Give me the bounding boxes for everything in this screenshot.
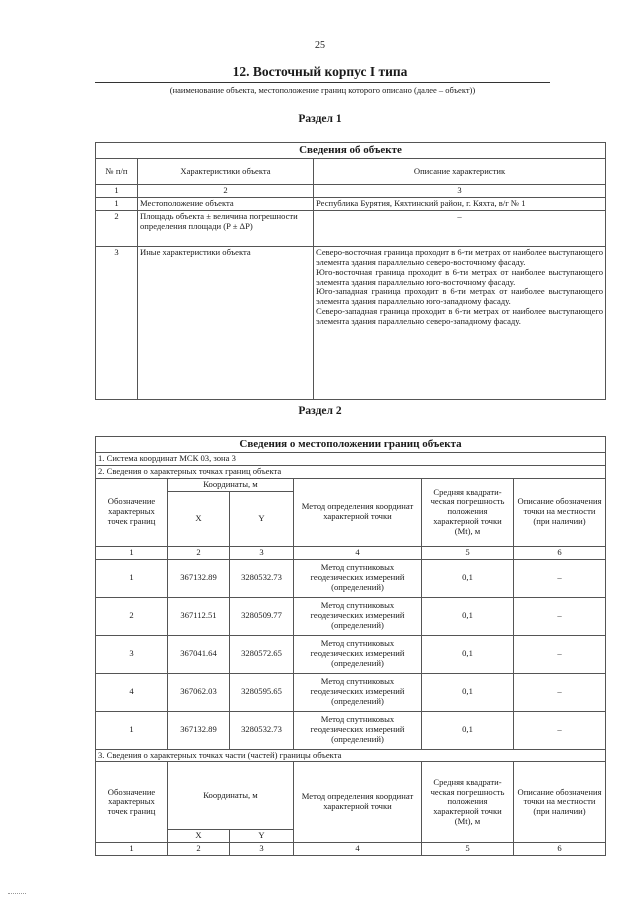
row-num: 1 bbox=[96, 197, 138, 210]
method: Метод спутниковых геодезических измерений (определений) bbox=[294, 711, 422, 749]
object-info-title: Сведения об объекте bbox=[96, 143, 606, 159]
row-desc-list bbox=[314, 246, 606, 399]
coord-y: 3280532.73 bbox=[230, 559, 294, 597]
coord-y: 3280509.77 bbox=[230, 597, 294, 635]
document-subtitle: (наименование объекта, местоположение границ которого описано (далее – объект)) bbox=[169, 85, 476, 95]
col-index: 5 bbox=[422, 843, 514, 856]
boundary-description: Юго-восточная граница проходит в 6-ти метрах от наиболее выступающего элемента здания параллельно юго-восточному фасаду. bbox=[316, 266, 604, 287]
method: Метод спутниковых геодезических измерений (определений) bbox=[294, 635, 422, 673]
parts-col-desc-header: Описание обозначения точки на местности (при наличии) bbox=[514, 762, 606, 843]
col-index: 4 bbox=[294, 546, 422, 559]
parts-col-method-header: Метод определения координат характерной точки bbox=[294, 762, 422, 843]
col-y-header: Y bbox=[230, 491, 294, 546]
error: 0,1 bbox=[422, 635, 514, 673]
scan-mark bbox=[8, 893, 26, 894]
col-method-header: Метод определения координат характерной точки bbox=[294, 478, 422, 546]
parts-col-point-header: Обозначение характерных точек границ bbox=[96, 762, 168, 843]
boundary-table-title: Сведения о местоположении границ объекта bbox=[96, 437, 606, 453]
point-desc: – bbox=[514, 559, 606, 597]
row-char: Площадь объекта ± величина погрешности определения площади (P ± ΔP) bbox=[138, 210, 314, 246]
table-row bbox=[96, 597, 606, 635]
col-coords-header: Координаты, м bbox=[168, 478, 294, 491]
title-underline bbox=[95, 82, 550, 83]
error: 0,1 bbox=[422, 711, 514, 749]
point-desc: – bbox=[514, 673, 606, 711]
point-id: 2 bbox=[96, 597, 168, 635]
row-desc: Республика Бурятия, Кяхтинский район, г. Кяхта, в/г № 1 bbox=[314, 197, 606, 210]
object-info-table bbox=[95, 142, 606, 400]
table-row bbox=[96, 711, 606, 749]
row-num: 3 bbox=[96, 246, 138, 399]
table-row bbox=[96, 210, 606, 246]
row-char: Иные характеристики объекта bbox=[138, 246, 314, 399]
row-desc: – bbox=[314, 210, 606, 246]
col-index: 3 bbox=[314, 185, 606, 198]
point-id: 1 bbox=[96, 711, 168, 749]
point-desc: – bbox=[514, 635, 606, 673]
parts-col-x-header: X bbox=[168, 830, 230, 843]
document-title: 12. Восточный корпус I типа bbox=[232, 64, 408, 79]
col-index: 1 bbox=[96, 546, 168, 559]
point-desc: – bbox=[514, 711, 606, 749]
col-index: 4 bbox=[294, 843, 422, 856]
boundary-description: Северо-западная граница проходит в 6-ти метрах от наиболее выступающего элемента здания параллельно северо-западному фасаду. bbox=[316, 306, 604, 326]
coord-x: 367112.51 bbox=[168, 597, 230, 635]
point-id: 1 bbox=[96, 559, 168, 597]
row-char: Местоположение объекта bbox=[138, 197, 314, 210]
table-row bbox=[96, 635, 606, 673]
boundary-description: Северо-восточная граница проходит в 6-ти метрах от наиболее выступающего элемента здания параллельно северо-восточному фасаду. bbox=[316, 246, 604, 267]
method: Метод спутниковых геодезических измерений (определений) bbox=[294, 597, 422, 635]
parts-col-coords-header: Координаты, м bbox=[168, 762, 294, 830]
method: Метод спутниковых геодезических измерений (определений) bbox=[294, 673, 422, 711]
point-id: 4 bbox=[96, 673, 168, 711]
coord-x: 367132.89 bbox=[168, 559, 230, 597]
coord-x: 367132.89 bbox=[168, 711, 230, 749]
coord-x: 367041.64 bbox=[168, 635, 230, 673]
col-index: 5 bbox=[422, 546, 514, 559]
method: Метод спутниковых геодезических измерений (определений) bbox=[294, 559, 422, 597]
row-num: 2 bbox=[96, 210, 138, 246]
table-row bbox=[96, 673, 606, 711]
col-num-header: № п/п bbox=[96, 159, 138, 185]
table-row bbox=[96, 559, 606, 597]
coord-x: 367062.03 bbox=[168, 673, 230, 711]
col-index: 2 bbox=[168, 843, 230, 856]
points-section-title: 2. Сведения о характерных точках границ объекта bbox=[96, 465, 606, 478]
col-index: 1 bbox=[96, 185, 138, 198]
col-index: 6 bbox=[514, 546, 606, 559]
boundary-description: Юго-западная граница проходит в 6-ти метрах от наиболее выступающего элемента здания параллельно юго-западному фасаду. bbox=[316, 286, 604, 307]
table-row bbox=[96, 246, 606, 399]
parts-section-title: 3. Сведения о характерных точках части (частей) границы объекта bbox=[96, 749, 606, 762]
coord-y: 3280572.65 bbox=[230, 635, 294, 673]
col-index: 2 bbox=[168, 546, 230, 559]
coord-y: 3280595.65 bbox=[230, 673, 294, 711]
col-index: 3 bbox=[230, 546, 294, 559]
point-desc: – bbox=[514, 597, 606, 635]
section1-heading: Раздел 1 bbox=[298, 113, 342, 125]
col-char-header: Характеристики объекта bbox=[138, 159, 314, 185]
col-desc-header: Описание характеристик bbox=[314, 159, 606, 185]
parts-col-y-header: Y bbox=[230, 830, 294, 843]
error: 0,1 bbox=[422, 673, 514, 711]
parts-col-error-header: Средняя квадрати-ческая погрешность положения характерной точки (Mt), м bbox=[422, 762, 514, 843]
error: 0,1 bbox=[422, 559, 514, 597]
col-point-header: Обозначение характерных точек границ bbox=[96, 478, 168, 546]
boundary-points-table bbox=[95, 436, 606, 856]
page-number: 25 bbox=[315, 40, 325, 51]
col-index: 1 bbox=[96, 843, 168, 856]
coord-y: 3280532.73 bbox=[230, 711, 294, 749]
col-index: 2 bbox=[138, 185, 314, 198]
col-desc-header: Описание обозначения точки на местности (при наличии) bbox=[514, 478, 606, 546]
section2-heading: Раздел 2 bbox=[298, 405, 342, 417]
error: 0,1 bbox=[422, 597, 514, 635]
point-id: 3 bbox=[96, 635, 168, 673]
col-index: 3 bbox=[230, 843, 294, 856]
coord-system: 1. Система координат МСК 03, зона 3 bbox=[96, 453, 606, 466]
col-x-header: X bbox=[168, 491, 230, 546]
table-row bbox=[96, 197, 606, 210]
col-index: 6 bbox=[514, 843, 606, 856]
col-error-header: Средняя квадрати-ческая погрешность положения характерной точки (Mt), м bbox=[422, 478, 514, 546]
